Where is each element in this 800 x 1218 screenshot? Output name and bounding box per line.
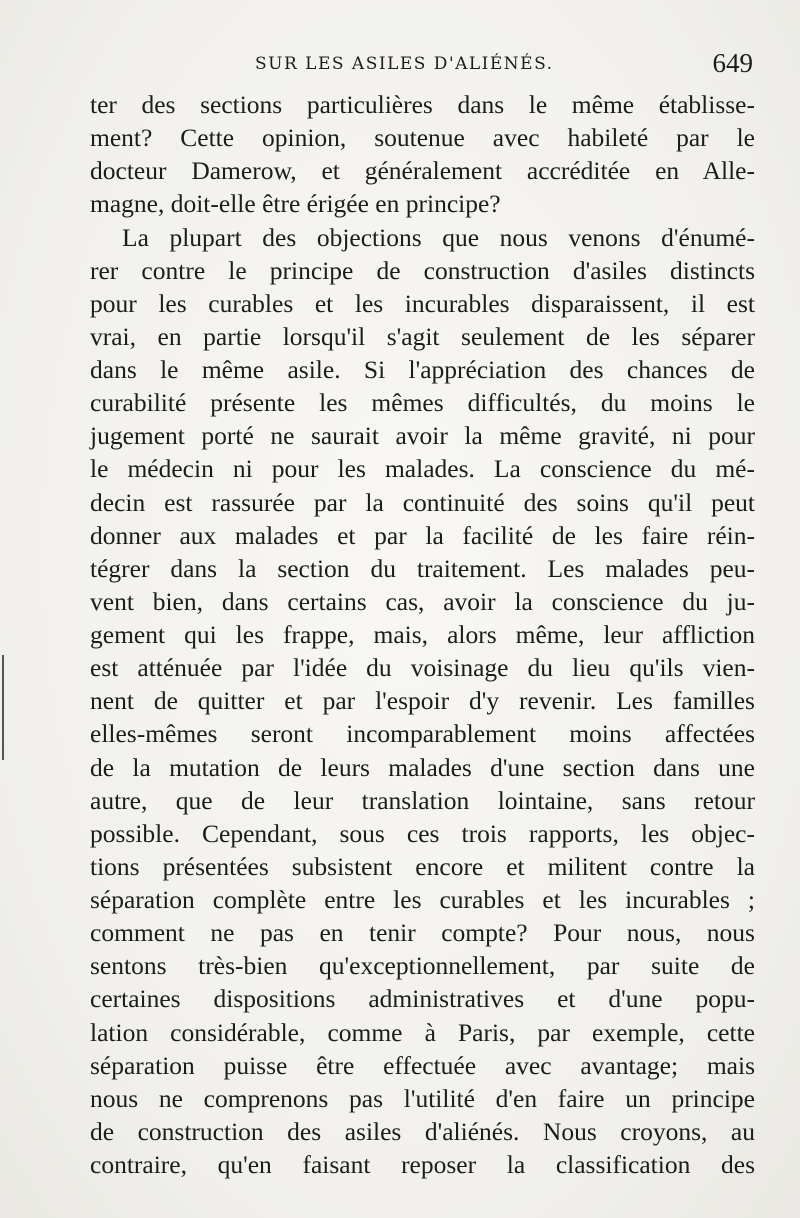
text-line: gement qui les frappe, mais, alors même, leur affliction xyxy=(90,620,755,649)
text-line: de construction des asiles d'aliénés. Nous croyons, au xyxy=(90,1116,755,1146)
text-line: autre, que de leur translation lointaine, sans retour xyxy=(90,785,755,815)
text-line: magne, doit-elle être érigée en principe? xyxy=(90,189,501,219)
text-line: vrai, en partie lorsqu'il s'agit seulement de les séparer xyxy=(90,321,755,351)
text-line: certaines dispositions administratives et d'une popu- xyxy=(90,984,755,1014)
text-line: tions présentées subsistent encore et militent contre la xyxy=(90,851,755,881)
text-line: La plupart des objections que nous venons d'énumé- xyxy=(122,222,755,252)
text-line: vent bien, dans certains cas, avoir la conscience du ju- xyxy=(90,586,755,616)
text-line: elles-mêmes seront incomparablement moins affectées xyxy=(90,719,755,749)
text-line: curabilité présente les mêmes difficultés, du moins le xyxy=(90,388,755,418)
page-header xyxy=(90,48,755,84)
text-line: séparation puisse être effectuée avec avantage; mais xyxy=(90,1050,755,1080)
text-line: dans le même asile. Si l'appréciation des chances de xyxy=(90,355,755,384)
text-line: ter des sections particulières dans le même établisse- xyxy=(90,90,755,119)
text-line: sentons très-bien qu'exceptionnellement, par suite de xyxy=(90,951,755,981)
text-line: séparation complète entre les curables et les incurables ; xyxy=(90,885,755,914)
text-line: donner aux malades et par la facilité de les faire réin- xyxy=(90,520,755,550)
text-line: docteur Damerow, et généralement accréditée en Alle- xyxy=(90,156,755,186)
text-line: jugement porté ne saurait avoir la même gravité, ni pour xyxy=(90,421,755,451)
text-line: ment? Cette opinion, soutenue avec habileté par le xyxy=(90,123,755,153)
body-text xyxy=(90,88,755,1181)
text-line: possible. Cependant, sous ces trois rapports, les objec- xyxy=(90,818,755,848)
text-line: de la mutation de leurs malades d'une section dans une xyxy=(90,752,755,782)
running-title: SUR LES ASILES D'ALIÉNÉS. xyxy=(255,54,554,74)
text-line: nent de quitter et par l'espoir d'y revenir. Les familles xyxy=(90,686,755,716)
text-line: tégrer dans la section du traitement. Les malades peu- xyxy=(90,553,755,583)
text-line: comment ne pas en tenir compte? Pour nous, nous xyxy=(90,918,755,948)
text-line: rer contre le principe de construction d'asiles distincts xyxy=(90,255,755,285)
text-line: est atténuée par l'idée du voisinage du lieu qu'ils vien- xyxy=(90,653,755,683)
text-line: contraire, qu'en faisant reposer la classification des xyxy=(90,1150,755,1179)
text-line: lation considérable, comme à Paris, par exemple, cette xyxy=(90,1017,755,1047)
text-line: decin est rassurée par la continuité des soins qu'il peut xyxy=(90,487,755,517)
text-line: le médecin ni pour les malades. La conscience du mé- xyxy=(90,454,755,484)
text-line: pour les curables et les incurables disparaissent, il est xyxy=(90,288,755,318)
page-number: 649 xyxy=(712,48,753,78)
page-edge-mark xyxy=(2,655,4,760)
text-line: nous ne comprenons pas l'utilité d'en faire un principe xyxy=(90,1083,755,1113)
